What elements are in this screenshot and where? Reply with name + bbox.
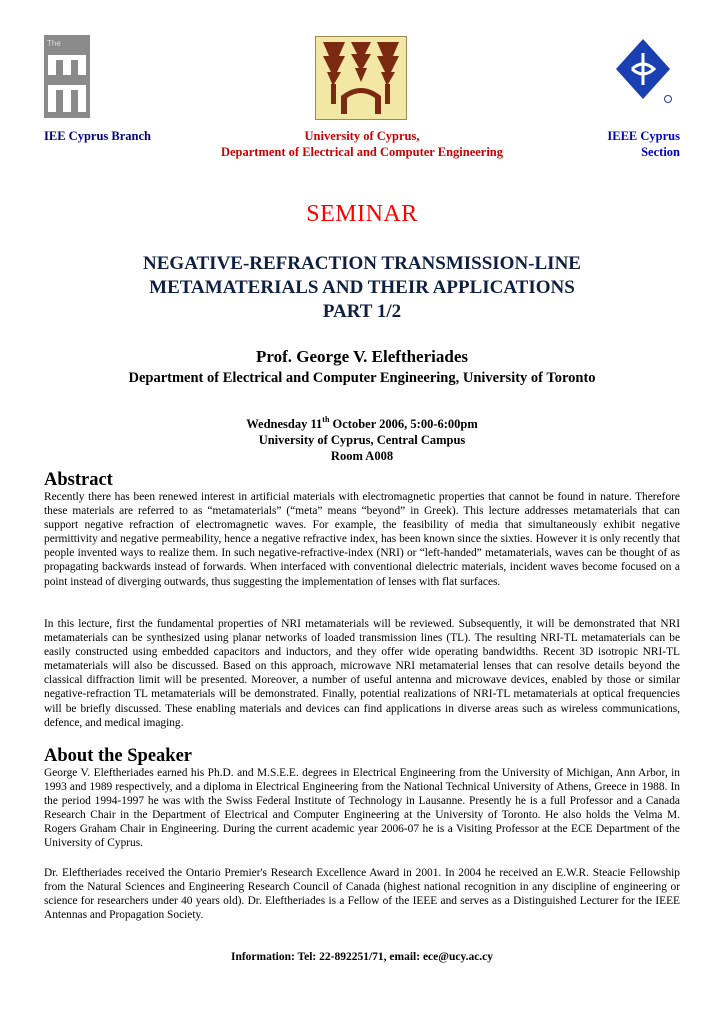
event-day-suffix: th (322, 414, 330, 424)
event-room: Room A008 (330, 449, 394, 463)
iee-cyprus-branch-label (44, 128, 151, 144)
abstract-heading: Abstract (44, 470, 113, 490)
event-venue: University of Cyprus, Central Campus (258, 433, 466, 447)
abstract-paragraph-1: Recently there has been renewed interest in artificial materials with electromagnetic properties that cannot be found in nature. Therefore these materials are referred to as “metamaterials” (“meta” means “beyond” in Greek). This lecture addresses metamaterials that can support negative refraction of electromagnetic waves. For example, the feasibility of media that simultaneously exhibit negative permittivity and negative permeability, hence a negative refractive index, has been known since the sixties. However it is only recently that people invented ways to realize them. In such negative-refractive-index (NRI) or “left-handed” metamaterials, waves can be thought of as propagating backwards instead of forwards. When interfaced with conventional dielectric materials, incident waves become focused on a point instead of diverging outwards, thus suggesting the implementation of lenses with flat surfaces. (44, 491, 680, 588)
title-line-2: METAMATERIALS AND THEIR APPLICATIONS (149, 277, 575, 298)
ieee-cyprus-section-label (607, 128, 680, 160)
event-details (44, 416, 680, 464)
iee-logo-text: The (47, 39, 61, 48)
abstract-paragraph-2: In this lecture, first the fundamental properties of NRI metamaterials will be reviewed. Subsequently, it will be demonstrated that NRI metamaterials can be synthesized using planar networks of loaded transmission lines (TL). The resulting NRI-TL metamaterials can be easily constructed using embedded capacitors and inductors, and they offer wide operating bandwidths. Recent 3D isotropic NRI-TL metamaterials will also be discussed. Based on this approach, microwave NRI metamaterial lenses that can resolve details beyond the classical diffraction limit will be presented. Moreover, a number of useful antenna and microwave devices, enabled by those or similar negative-refraction TL metamaterials will be demonstrated. Finally, potential realizations of NRI-TL metamaterials at optical frequencies will be briefly discussed. These enabling materials and devices can find applications in diverse areas such as wireless communications, defence, and medical imaging. (44, 618, 680, 729)
university-of-cyprus-logo (315, 36, 407, 120)
about-paragraph-1: George V. Eleftheriades earned his Ph.D. and M.S.E.E. degrees in Electrical Engineering from the University of Michigan, Ann Arbor, in 1993 and 1989 respectively, and a diploma in Electrical Engineering from the National Technical University of Athens, Greece in 1988. In the period 1994-1997 he was with the Swiss Federal Institute of Technology in Lausanne. Presently he is a full Professor and a Canada Research Chair in the Department of Electrical and Computer Engineering at the University of Toronto. He also holds the Velma M. Rogers Graham Chair in Engineering. During the current academic year 2006-07 he is a Visiting Professor at the ECE Department of the University of Cyprus. (44, 767, 680, 850)
seminar-title (44, 252, 680, 324)
iee-logo (44, 35, 90, 118)
event-day: Wednesday 11 (246, 417, 323, 431)
header-center-line2: Department of Electrical and Computer Engineering (220, 145, 504, 159)
header-left-text: IEE Cyprus Branch (44, 129, 151, 143)
title-line-3: PART 1/2 (322, 301, 402, 322)
header-center-line1: University of Cyprus, (304, 129, 420, 143)
seminar-heading: SEMINAR (306, 201, 418, 227)
header-right-line1: IEEE Cyprus (607, 129, 680, 143)
speaker-department: Department of Electrical and Computer Engineering, University of Toronto (128, 370, 596, 386)
about-speaker-heading: About the Speaker (44, 746, 193, 766)
speaker-name: Prof. George V. Eleftheriades (256, 347, 468, 366)
title-line-1: NEGATIVE-REFRACTION TRANSMISSION-LINE (143, 253, 581, 274)
ieee-logo (612, 35, 674, 107)
contact-information: Information: Tel: 22-892251/71, email: ece@ucy.ac.cy (230, 951, 494, 963)
university-department-label (180, 128, 544, 160)
event-date-rest: October 2006, 5:00-6:00pm (329, 417, 478, 431)
about-paragraph-2: Dr. Eleftheriades received the Ontario Premier's Research Excellence Award in 2001. In 2004 he received an E.W.R. Steacie Fellowship from the Natural Sciences and Engineering Research Council of Canada (highest national recognition in any discipline of engineering or science for researchers under 40 years old). Dr. Eleftheriades is a Fellow of the IEEE and serves as a Distinguished Lecturer for the IEEE Antennas and Propagation Society. (44, 867, 680, 922)
header-right-line2: Section (641, 145, 680, 159)
event-date (44, 416, 680, 432)
